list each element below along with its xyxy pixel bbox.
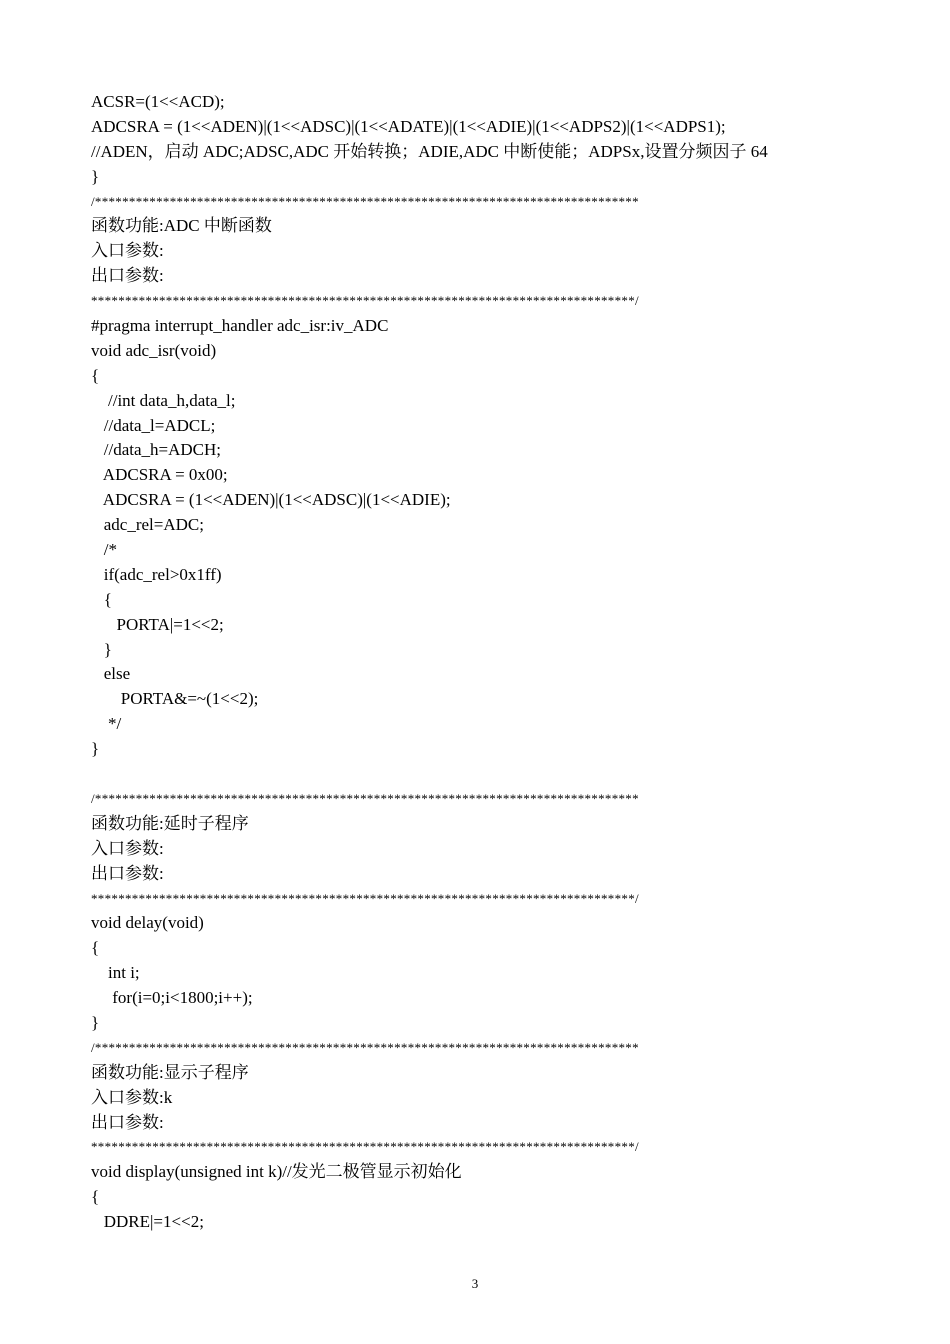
code-line: ADCSRA = 0x00; [91,465,228,485]
code-line: else [91,664,131,684]
code-line: } [91,639,112,659]
code-line: //data_h=ADCH; [91,440,221,460]
code-line: //ADEN，启动 ADC;ADSC,ADC 开始转换；ADIE,ADC 中断使能；ADPSx,设置分频因子 64 [91,141,768,161]
code-line: } [91,739,100,759]
code-line: 出口参数: [91,266,164,286]
code-line: void display(unsigned int k)//发光二极管显示初始化 [91,1162,462,1182]
code-line: } [91,166,100,186]
code-line: int i; [91,963,140,983]
code-line: 函数功能:ADC 中断函数 [91,216,272,236]
code-line: DDRE|=1<<2; [91,1212,204,1232]
comment-divider: /******************************************************************************** [91,1039,639,1055]
code-line: ADCSRA = (1<<ADEN)|(1<<ADSC)|(1<<ADATE)|(1<<ADIE)|(1<<ADPS2)|(1<<ADPS1); [91,116,726,136]
code-line: ADCSRA = (1<<ADEN)|(1<<ADSC)|(1<<ADIE); [91,490,451,510]
code-line: //data_l=ADCL; [91,415,216,435]
page-number: 3 [471,1276,479,1291]
comment-divider: ********************************************************************************/ [91,1139,639,1155]
code-line: 入口参数: [91,241,164,261]
code-line: //int data_h,data_l; [91,390,236,410]
comment-divider: ********************************************************************************/ [91,293,639,309]
code-line: 函数功能:显示子程序 [91,1062,249,1082]
code-line: { [91,1187,100,1207]
code-line: /* [91,540,117,560]
code-line: void delay(void) [91,913,204,933]
code-line: */ [91,714,122,734]
code-listing [91,90,891,1235]
code-line: PORTA&=~(1<<2); [91,689,259,709]
code-line: 入口参数:k [91,1087,173,1107]
code-line: 函数功能:延时子程序 [91,813,249,833]
code-line: PORTA|=1<<2; [91,614,224,634]
comment-divider: ********************************************************************************/ [91,890,639,906]
code-line: #pragma interrupt_handler adc_isr:iv_ADC [91,316,389,336]
blank-line [91,762,891,787]
code-line: 出口参数: [91,1112,164,1132]
code-line: if(adc_rel>0x1ff) [91,564,222,584]
code-line: { [91,589,112,609]
comment-divider: /******************************************************************************** [91,193,639,209]
code-line: { [91,938,100,958]
code-line: 出口参数: [91,863,164,883]
code-line: void adc_isr(void) [91,340,217,360]
code-line: for(i=0;i<1800;i++); [91,988,253,1008]
code-line: ACSR=(1<<ACD); [91,92,225,111]
code-line: adc_rel=ADC; [91,515,204,535]
comment-divider: /******************************************************************************** [91,790,639,806]
code-line: { [91,365,100,385]
code-line: 入口参数: [91,838,164,858]
code-line: } [91,1012,100,1032]
